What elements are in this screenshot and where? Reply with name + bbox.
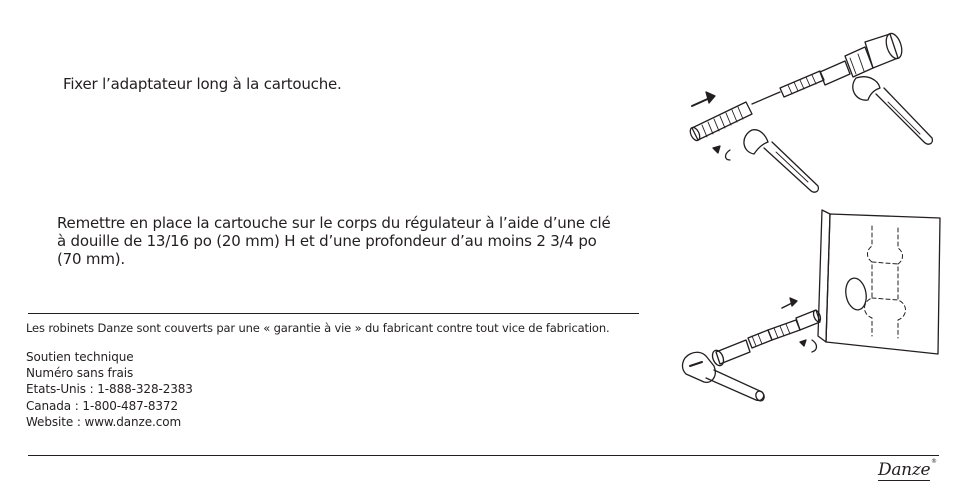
valve-body-dashed: [865, 226, 906, 338]
adapter-and-wrenches-illustration: [680, 18, 948, 210]
footer-divider: [28, 455, 939, 456]
contact-block: [26, 349, 193, 430]
wrench-icon-lower: [744, 130, 818, 192]
rotate-arrow-icon: [713, 146, 720, 153]
step-2-text: Remettre en place la cartouche sur le corps du régulateur à l’aide d’une clé à douille de 13/16 po (20 mm) H et d’une profondeur d’au moins 2 3/4 po (70 mm).: [57, 214, 611, 268]
cartridge-install-illustration: [676, 206, 948, 410]
contact-line-usa: Etats-Unis : 1-888-328-2383: [26, 382, 193, 397]
rotate-arrow-icon: [800, 340, 806, 346]
arrow-icon: [692, 92, 715, 106]
step-1-text: Fixer l’adaptateur long à la cartouche.: [63, 75, 342, 93]
contact-line-website: Website : www.danze.com: [26, 414, 182, 429]
section-divider: [28, 313, 639, 314]
arrow-icon: [782, 298, 797, 308]
logo-text: Danze: [878, 460, 931, 480]
contact-line-tollfree: Numéro sans frais: [26, 366, 134, 381]
wall-panel: [818, 210, 940, 354]
danze-logo: [878, 458, 938, 486]
logo-registered-mark: ®: [931, 458, 937, 465]
cartridge: [748, 309, 822, 348]
logo-underline: [878, 480, 930, 481]
wrench-icon-right: [853, 77, 933, 144]
threaded-stem: [780, 71, 824, 97]
contact-line-canada: Canada : 1-800-487-8372: [26, 398, 179, 413]
socket-wrench-icon: [683, 340, 766, 402]
contact-line-support: Soutien technique: [26, 350, 134, 364]
long-adapter: [688, 102, 752, 142]
warranty-text: Les robinets Danze sont couverts par une « garantie à vie » du fabricant contre tout vice de fabrication.: [26, 321, 610, 335]
